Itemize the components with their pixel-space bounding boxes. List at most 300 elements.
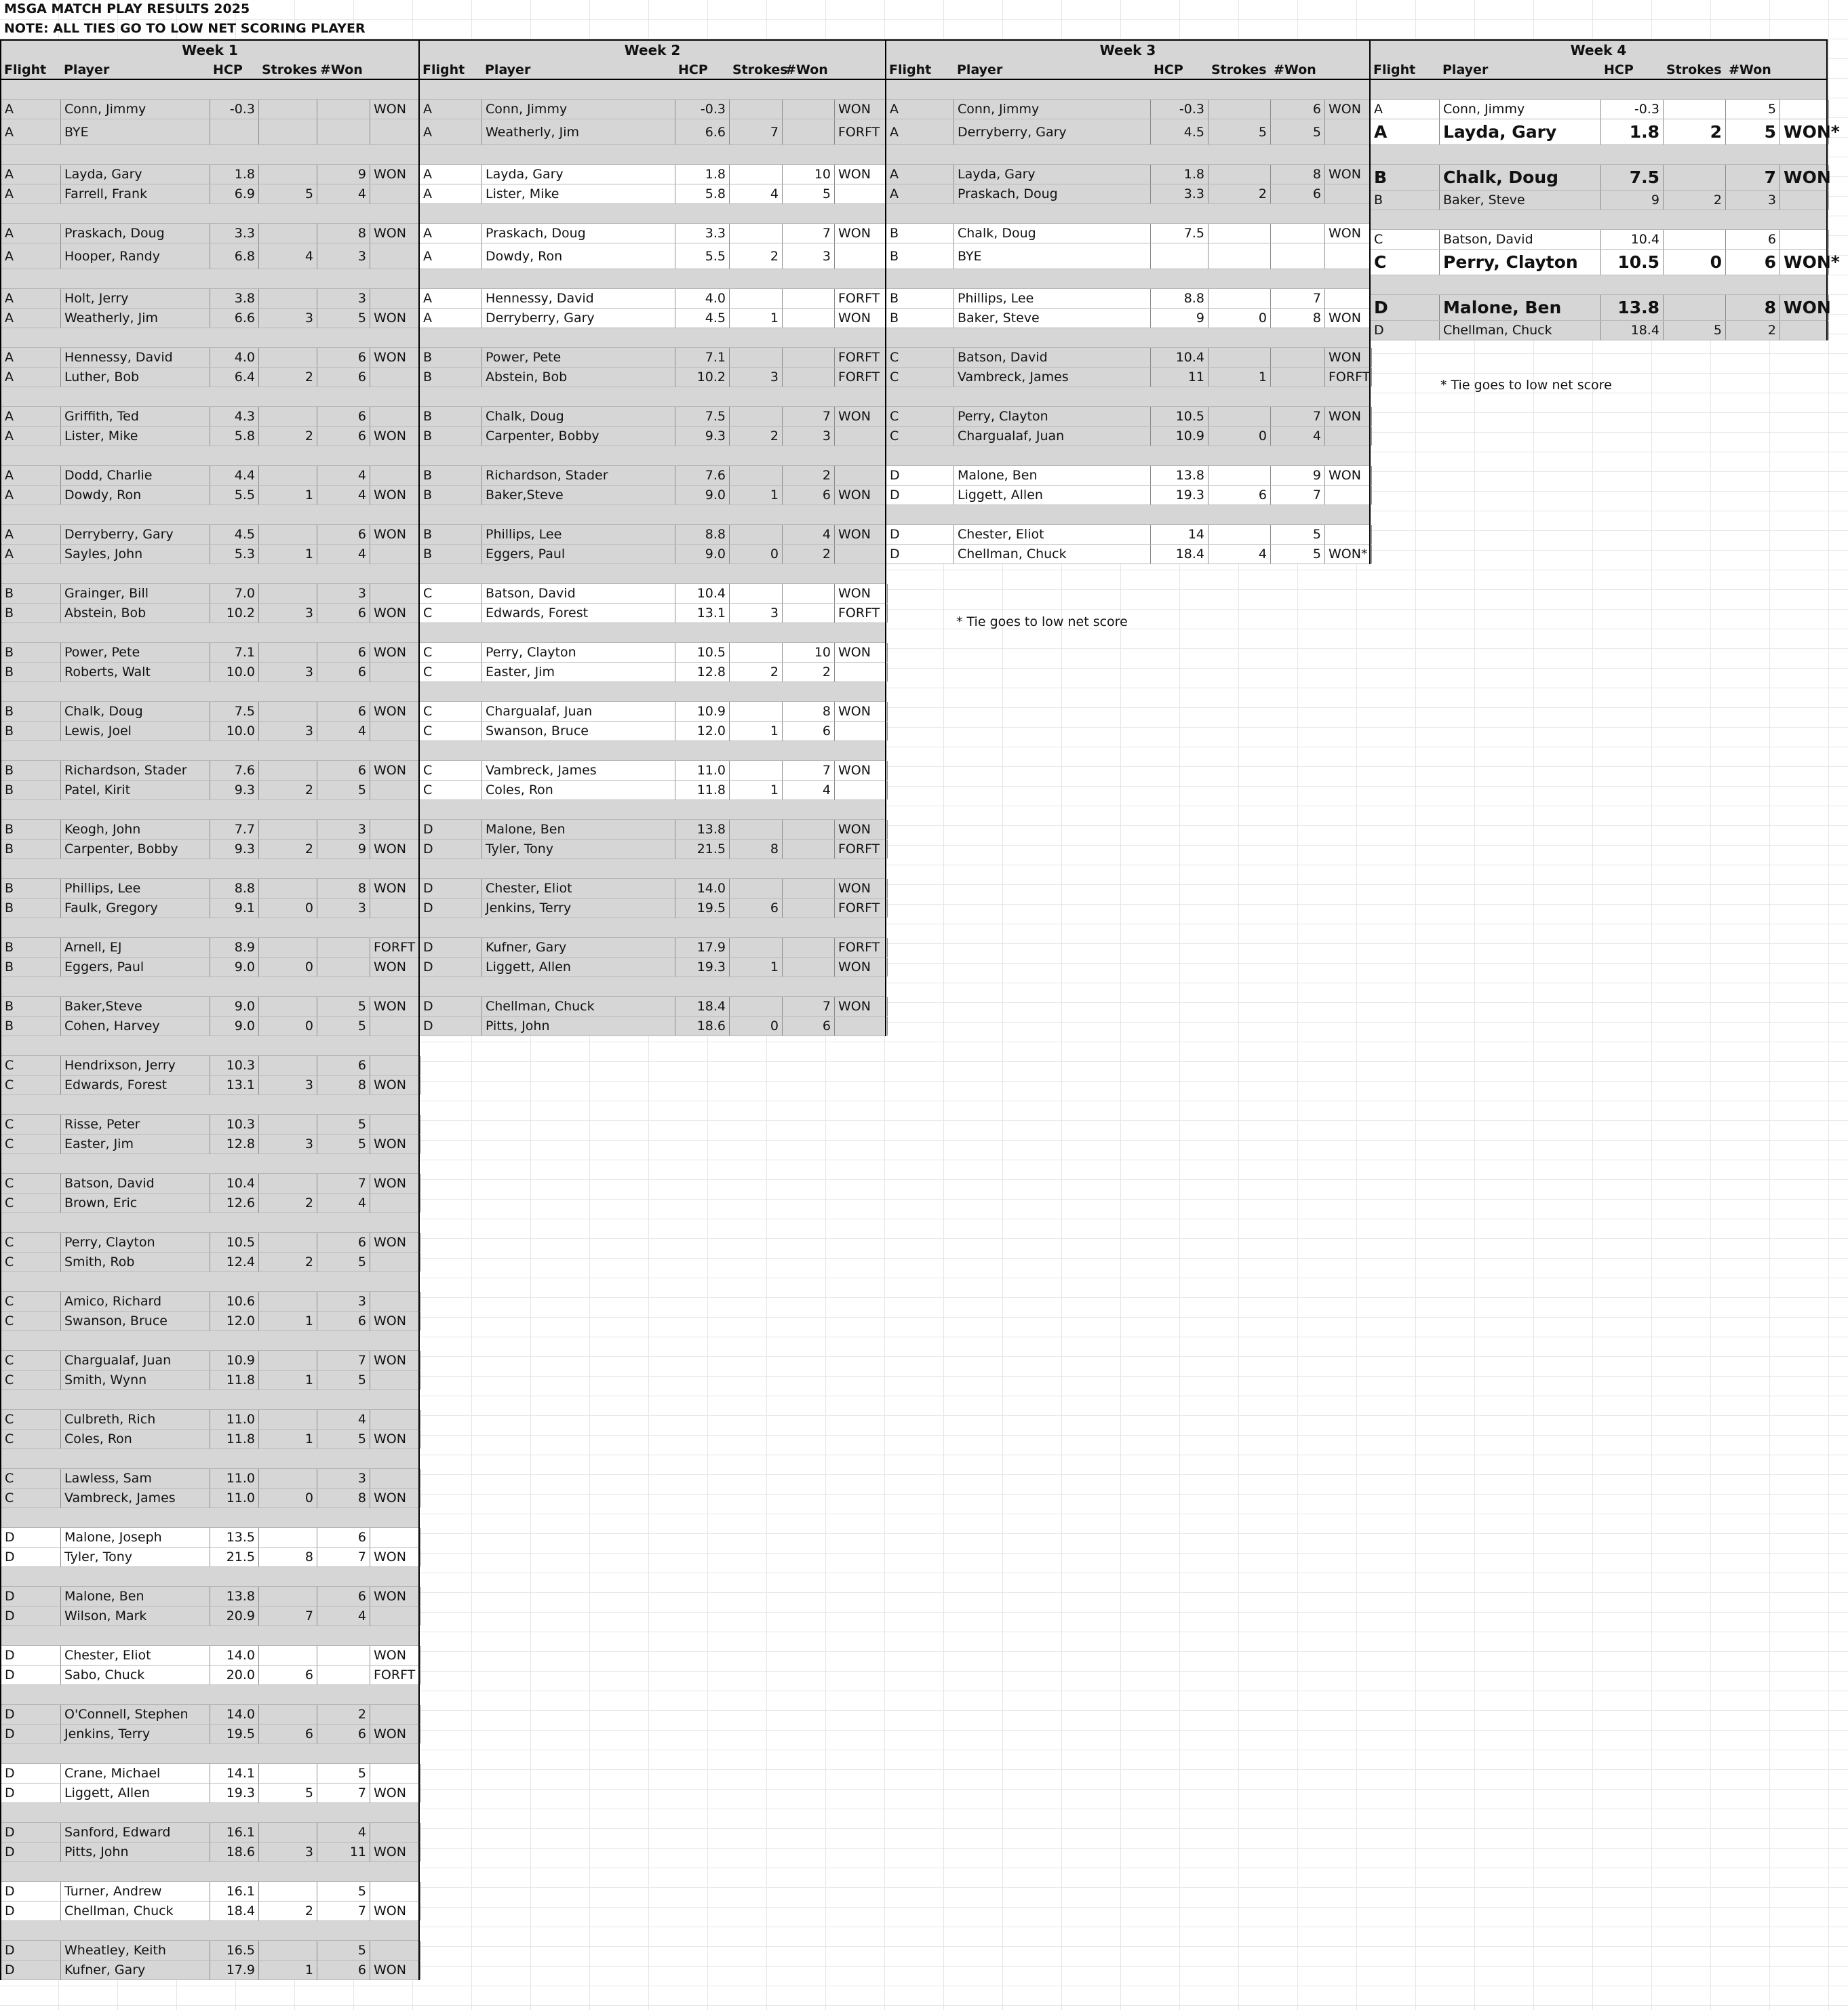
cell-flight: C <box>886 427 954 446</box>
table-row <box>886 165 1369 184</box>
cell-won: 4 <box>317 486 370 505</box>
cell-player: Faulk, Gregory <box>61 899 210 918</box>
cell-hcp: 6.4 <box>210 368 259 387</box>
cell-won: 6 <box>317 368 370 387</box>
cell-player: Tyler, Tony <box>61 1548 210 1566</box>
cell-player: Batson, David <box>1440 230 1601 249</box>
cell-strokes <box>259 820 317 839</box>
cell-flight: B <box>1 997 61 1016</box>
cell-won: 8 <box>783 702 835 721</box>
week1-header-row <box>1 60 418 80</box>
cell-won: 6 <box>317 427 370 446</box>
cell-player: Chalk, Doug <box>954 224 1151 243</box>
cell-flight: C <box>420 663 482 682</box>
cell-strokes: 1 <box>730 781 783 800</box>
cell-player: BYE <box>61 119 210 144</box>
cell-player: Chalk, Doug <box>1440 165 1601 190</box>
cell-flight: D <box>1 1587 61 1606</box>
cell-hcp: 4.0 <box>210 348 259 367</box>
cell-flight: B <box>1 584 61 603</box>
cell-won <box>783 100 835 119</box>
cell-result: WON <box>370 224 421 243</box>
cell-strokes: 3 <box>259 604 317 623</box>
cell-strokes <box>730 348 783 367</box>
cell-player: Chester, Eliot <box>61 1646 210 1665</box>
cell-won: 4 <box>317 1410 370 1429</box>
cell-won: 6 <box>783 1017 835 1036</box>
cell-player: Chalk, Doug <box>482 407 675 426</box>
cell-strokes: 5 <box>259 1784 317 1802</box>
table-row <box>1 604 418 623</box>
cell-result: WON <box>370 1901 421 1920</box>
week3-rows <box>886 80 1369 564</box>
cell-flight: C <box>1 1076 61 1095</box>
table-row <box>420 119 885 145</box>
cell-flight: D <box>886 545 954 564</box>
cell-strokes <box>259 761 317 780</box>
table-row <box>886 348 1369 368</box>
cell-hcp: 4.5 <box>1151 119 1208 144</box>
group-separator <box>1 1567 418 1587</box>
table-row <box>1371 119 1840 145</box>
cell-strokes: 2 <box>1664 191 1726 210</box>
table-row <box>420 879 885 899</box>
group-separator <box>1371 275 1826 295</box>
table-row <box>420 958 885 977</box>
cell-player: Chargualaf, Juan <box>482 702 675 721</box>
cell-result <box>370 1705 421 1724</box>
cell-result: WON <box>835 997 888 1016</box>
cell-flight: D <box>1371 295 1440 320</box>
cell-result <box>370 1823 421 1842</box>
cell-result <box>370 119 421 144</box>
cell-hcp: 19.3 <box>675 958 730 977</box>
cell-hcp: 6.6 <box>210 309 259 328</box>
group-separator <box>420 977 885 997</box>
cell-player: Chalk, Doug <box>61 702 210 721</box>
cell-won: 7 <box>1271 407 1325 426</box>
cell-flight: D <box>1 1941 61 1960</box>
cell-won: 4 <box>783 525 835 544</box>
cell-player: Power, Pete <box>482 348 675 367</box>
cell-won: 6 <box>317 1312 370 1331</box>
cell-flight: B <box>420 545 482 564</box>
cell-hcp: 11.0 <box>210 1489 259 1508</box>
cell-won: 7 <box>317 1174 370 1193</box>
group-separator <box>1 387 418 407</box>
table-row <box>1371 230 1826 250</box>
sheet-note: NOTE: ALL TIES GO TO LOW NET SCORING PLAYER <box>4 21 366 36</box>
cell-won: 6 <box>1271 184 1325 203</box>
cell-strokes <box>259 702 317 721</box>
cell-strokes: 1 <box>259 1960 317 1979</box>
table-row <box>1 820 418 840</box>
cell-hcp: 5.8 <box>210 427 259 446</box>
cell-strokes: 6 <box>730 899 783 918</box>
cell-won: 2 <box>783 545 835 564</box>
cell-won: 7 <box>783 224 835 243</box>
cell-result: WON <box>370 1135 421 1154</box>
cell-result <box>370 466 421 485</box>
cell-result <box>370 584 421 603</box>
cell-won: 5 <box>317 1764 370 1783</box>
cell-hcp <box>210 119 259 144</box>
cell-result: FORFT <box>835 604 888 623</box>
table-row <box>1 1174 418 1194</box>
cell-player: Hennessy, David <box>61 348 210 367</box>
group-separator <box>886 387 1369 407</box>
cell-result: WON* <box>1325 545 1372 564</box>
cell-won: 5 <box>1271 525 1325 544</box>
cell-strokes <box>730 525 783 544</box>
cell-result <box>370 184 421 203</box>
cell-won <box>783 289 835 308</box>
cell-result: WON <box>370 1587 421 1606</box>
cell-flight: A <box>1 119 61 144</box>
table-row <box>1 938 418 958</box>
group-separator <box>1371 210 1826 230</box>
table-row <box>886 289 1369 309</box>
table-row <box>1 1666 418 1685</box>
cell-flight: D <box>420 997 482 1016</box>
cell-hcp: 17.9 <box>210 1960 259 1979</box>
cell-hcp: 10.2 <box>210 604 259 623</box>
cell-strokes: 2 <box>730 243 783 269</box>
cell-result: FORFT <box>370 938 421 957</box>
cell-flight: D <box>1 1528 61 1547</box>
cell-flight: A <box>886 119 954 144</box>
table-row <box>1 1233 418 1253</box>
cell-hcp: 13.8 <box>210 1587 259 1606</box>
cell-player: Phillips, Lee <box>61 879 210 898</box>
table-row <box>1 1115 418 1135</box>
week3-title: Week 3 <box>886 41 1369 60</box>
table-row <box>420 466 885 486</box>
cell-player: Liggett, Allen <box>954 486 1151 505</box>
cell-strokes: 5 <box>259 184 317 203</box>
week4-col-strokes: Strokes <box>1666 62 1722 77</box>
cell-result: WON <box>370 486 421 505</box>
table-row <box>886 100 1369 119</box>
cell-flight: C <box>1 1410 61 1429</box>
cell-won: 2 <box>1726 321 1780 340</box>
cell-strokes <box>259 407 317 426</box>
cell-hcp: 10.6 <box>210 1292 259 1311</box>
cell-won: 4 <box>317 1823 370 1842</box>
cell-hcp: 11.8 <box>210 1430 259 1449</box>
cell-won <box>783 879 835 898</box>
table-row <box>1 165 418 184</box>
table-row <box>1 781 418 800</box>
cell-player: Perry, Clayton <box>954 407 1151 426</box>
week1-table <box>0 39 420 1980</box>
cell-flight: C <box>1 1233 61 1252</box>
table-row <box>420 899 885 918</box>
table-row <box>1 1056 418 1076</box>
cell-player: Dowdy, Ron <box>482 243 675 269</box>
group-separator <box>420 682 885 702</box>
cell-flight: A <box>1 348 61 367</box>
cell-result <box>370 1253 421 1272</box>
cell-strokes: 1 <box>730 486 783 505</box>
week4-table <box>1369 39 1840 340</box>
cell-strokes: 0 <box>259 958 317 977</box>
cell-player: Farrell, Frank <box>61 184 210 203</box>
table-row <box>1 1410 418 1430</box>
cell-strokes <box>259 224 317 243</box>
cell-won: 4 <box>317 184 370 203</box>
cell-hcp: 9.0 <box>675 545 730 564</box>
cell-player: Luther, Bob <box>61 368 210 387</box>
table-row <box>1 1705 418 1725</box>
cell-strokes <box>730 702 783 721</box>
cell-flight: B <box>1 958 61 977</box>
table-row <box>420 165 885 184</box>
cell-won: 6 <box>1726 230 1780 249</box>
cell-result <box>1780 230 1829 249</box>
group-separator <box>420 800 885 820</box>
cell-strokes <box>259 643 317 662</box>
cell-flight: C <box>420 761 482 780</box>
table-row <box>886 243 1369 269</box>
cell-hcp: 19.3 <box>210 1784 259 1802</box>
cell-won: 9 <box>317 165 370 184</box>
cell-result <box>370 1528 421 1547</box>
table-row <box>420 309 885 328</box>
cell-player: Praskach, Doug <box>61 224 210 243</box>
cell-hcp: 4.4 <box>210 466 259 485</box>
cell-hcp: 10.5 <box>675 643 730 662</box>
cell-hcp: 11 <box>1151 368 1208 387</box>
cell-strokes <box>730 224 783 243</box>
cell-hcp: 13.8 <box>1151 466 1208 485</box>
cell-player: O'Connell, Stephen <box>61 1705 210 1724</box>
cell-won: 5 <box>317 1430 370 1449</box>
cell-hcp: 7.5 <box>1151 224 1208 243</box>
table-row <box>1 1587 418 1607</box>
cell-flight: B <box>1 820 61 839</box>
cell-won <box>317 938 370 957</box>
cell-hcp: 7.1 <box>675 348 730 367</box>
cell-result: WON <box>370 1076 421 1095</box>
cell-flight: A <box>1 427 61 446</box>
group-separator <box>886 505 1369 525</box>
cell-strokes <box>730 584 783 603</box>
cell-won <box>1271 243 1325 269</box>
table-row <box>1 100 418 119</box>
week3-col-hcp: HCP <box>1154 62 1183 77</box>
cell-result: WON <box>835 165 888 184</box>
cell-player: Praskach, Doug <box>482 224 675 243</box>
cell-hcp: 10.3 <box>210 1115 259 1134</box>
cell-player: Perry, Clayton <box>61 1233 210 1252</box>
cell-hcp: 12.8 <box>675 663 730 682</box>
cell-flight: B <box>420 368 482 387</box>
cell-player: Baker, Steve <box>1440 191 1601 210</box>
cell-player: Culbreth, Rich <box>61 1410 210 1429</box>
cell-result: WON <box>370 997 421 1016</box>
cell-strokes: 1 <box>259 1371 317 1390</box>
cell-won: 4 <box>1271 427 1325 446</box>
cell-strokes <box>259 1292 317 1311</box>
table-row <box>420 184 885 204</box>
group-separator <box>420 204 885 224</box>
cell-hcp: 10.0 <box>210 722 259 741</box>
cell-flight: B <box>1 899 61 918</box>
cell-won: 3 <box>317 1469 370 1488</box>
group-separator <box>886 204 1369 224</box>
cell-hcp: 10.5 <box>1601 250 1664 275</box>
cell-won: 10 <box>783 165 835 184</box>
cell-result <box>370 1764 421 1783</box>
cell-won: 7 <box>783 761 835 780</box>
cell-player: Chellman, Chuck <box>482 997 675 1016</box>
table-row <box>1 1842 418 1862</box>
cell-flight: A <box>420 224 482 243</box>
cell-result: WON* <box>1780 119 1829 144</box>
cell-flight: B <box>1 938 61 957</box>
cell-result: WON <box>1325 309 1372 328</box>
table-row <box>1 525 418 545</box>
cell-hcp: 5.5 <box>675 243 730 269</box>
cell-hcp: 1.8 <box>675 165 730 184</box>
cell-result: WON <box>370 1842 421 1861</box>
table-row <box>886 486 1369 505</box>
cell-hcp: 9.1 <box>210 899 259 918</box>
cell-player: Malone, Ben <box>482 820 675 839</box>
cell-won: 5 <box>1271 119 1325 144</box>
cell-player: Edwards, Forest <box>61 1076 210 1095</box>
cell-flight: C <box>1 1056 61 1075</box>
table-row <box>1 643 418 663</box>
cell-strokes: 8 <box>259 1548 317 1566</box>
cell-flight: B <box>1 702 61 721</box>
cell-result: WON <box>370 309 421 328</box>
table-row <box>1 1607 418 1626</box>
cell-strokes <box>259 879 317 898</box>
cell-flight: B <box>1 1017 61 1036</box>
cell-won: 6 <box>317 1960 370 1979</box>
cell-player: Malone, Ben <box>61 1587 210 1606</box>
cell-strokes <box>259 1764 317 1783</box>
table-row <box>1 407 418 427</box>
cell-hcp: 9.0 <box>675 486 730 505</box>
cell-player: Baker, Steve <box>954 309 1151 328</box>
cell-result: WON <box>1325 165 1372 184</box>
group-separator <box>420 564 885 584</box>
cell-hcp: 7.0 <box>210 584 259 603</box>
cell-hcp: 8.9 <box>210 938 259 957</box>
cell-player: Patel, Kirit <box>61 781 210 800</box>
cell-flight: D <box>886 525 954 544</box>
cell-player: Arnell, EJ <box>61 938 210 957</box>
cell-result: FORFT <box>835 289 888 308</box>
cell-result <box>1325 289 1372 308</box>
table-row <box>1 840 418 859</box>
cell-result <box>835 243 888 269</box>
group-separator <box>1 1862 418 1882</box>
cell-result: WON <box>370 1174 421 1193</box>
cell-flight: A <box>886 165 954 184</box>
cell-won: 3 <box>317 243 370 269</box>
cell-hcp: -0.3 <box>1151 100 1208 119</box>
cell-flight: D <box>420 899 482 918</box>
cell-flight: C <box>1 1489 61 1508</box>
cell-flight: C <box>1 1371 61 1390</box>
table-row <box>1 1941 418 1960</box>
cell-strokes: 1 <box>1208 368 1271 387</box>
cell-flight: B <box>1 879 61 898</box>
cell-strokes <box>259 1469 317 1488</box>
cell-result: WON <box>370 427 421 446</box>
cell-won <box>1271 224 1325 243</box>
cell-flight: D <box>420 938 482 957</box>
cell-player: Malone, Ben <box>954 466 1151 485</box>
cell-hcp: 13.1 <box>675 604 730 623</box>
cell-flight: D <box>1 1764 61 1783</box>
cell-hcp: 9 <box>1151 309 1208 328</box>
cell-hcp: 14.0 <box>675 879 730 898</box>
cell-player: Vambreck, James <box>954 368 1151 387</box>
cell-hcp: 18.4 <box>210 1901 259 1920</box>
cell-player: Carpenter, Bobby <box>61 840 210 859</box>
cell-hcp: 6.9 <box>210 184 259 203</box>
table-row <box>1 1351 418 1371</box>
cell-player: Wheatley, Keith <box>61 1941 210 1960</box>
group-separator <box>420 80 885 100</box>
group-separator <box>886 269 1369 289</box>
cell-result <box>370 243 421 269</box>
table-row <box>886 184 1369 204</box>
cell-won <box>783 938 835 957</box>
cell-player: Swanson, Bruce <box>61 1312 210 1331</box>
cell-player: Kufner, Gary <box>61 1960 210 1979</box>
cell-hcp: 10.5 <box>1151 407 1208 426</box>
cell-flight: A <box>1 100 61 119</box>
table-row <box>420 486 885 505</box>
cell-strokes <box>1208 407 1271 426</box>
cell-result <box>835 781 888 800</box>
cell-hcp: 9.0 <box>210 1017 259 1036</box>
table-row <box>1 1194 418 1213</box>
cell-won <box>1271 348 1325 367</box>
cell-strokes: 0 <box>259 899 317 918</box>
cell-flight: B <box>420 407 482 426</box>
sheet-title: MSGA MATCH PLAY RESULTS 2025 <box>4 1 250 16</box>
cell-hcp: 8.8 <box>1151 289 1208 308</box>
cell-flight: A <box>1 309 61 328</box>
cell-hcp: 7.6 <box>210 761 259 780</box>
cell-won: 6 <box>317 761 370 780</box>
cell-result: FORFT <box>835 938 888 957</box>
cell-flight: D <box>1 1823 61 1842</box>
cell-hcp: 4.3 <box>210 407 259 426</box>
table-row <box>1 224 418 243</box>
cell-flight: D <box>1 1666 61 1684</box>
table-row <box>1 1960 418 1980</box>
table-row <box>1 1725 418 1744</box>
cell-hcp: 21.5 <box>675 840 730 859</box>
cell-flight: C <box>1 1292 61 1311</box>
cell-strokes: 3 <box>259 309 317 328</box>
cell-strokes: 3 <box>259 663 317 682</box>
group-separator <box>420 387 885 407</box>
cell-flight: C <box>1 1174 61 1193</box>
cell-strokes <box>1664 100 1726 119</box>
week2-table <box>418 39 886 1036</box>
table-row <box>886 309 1369 328</box>
table-row <box>1 1784 418 1803</box>
